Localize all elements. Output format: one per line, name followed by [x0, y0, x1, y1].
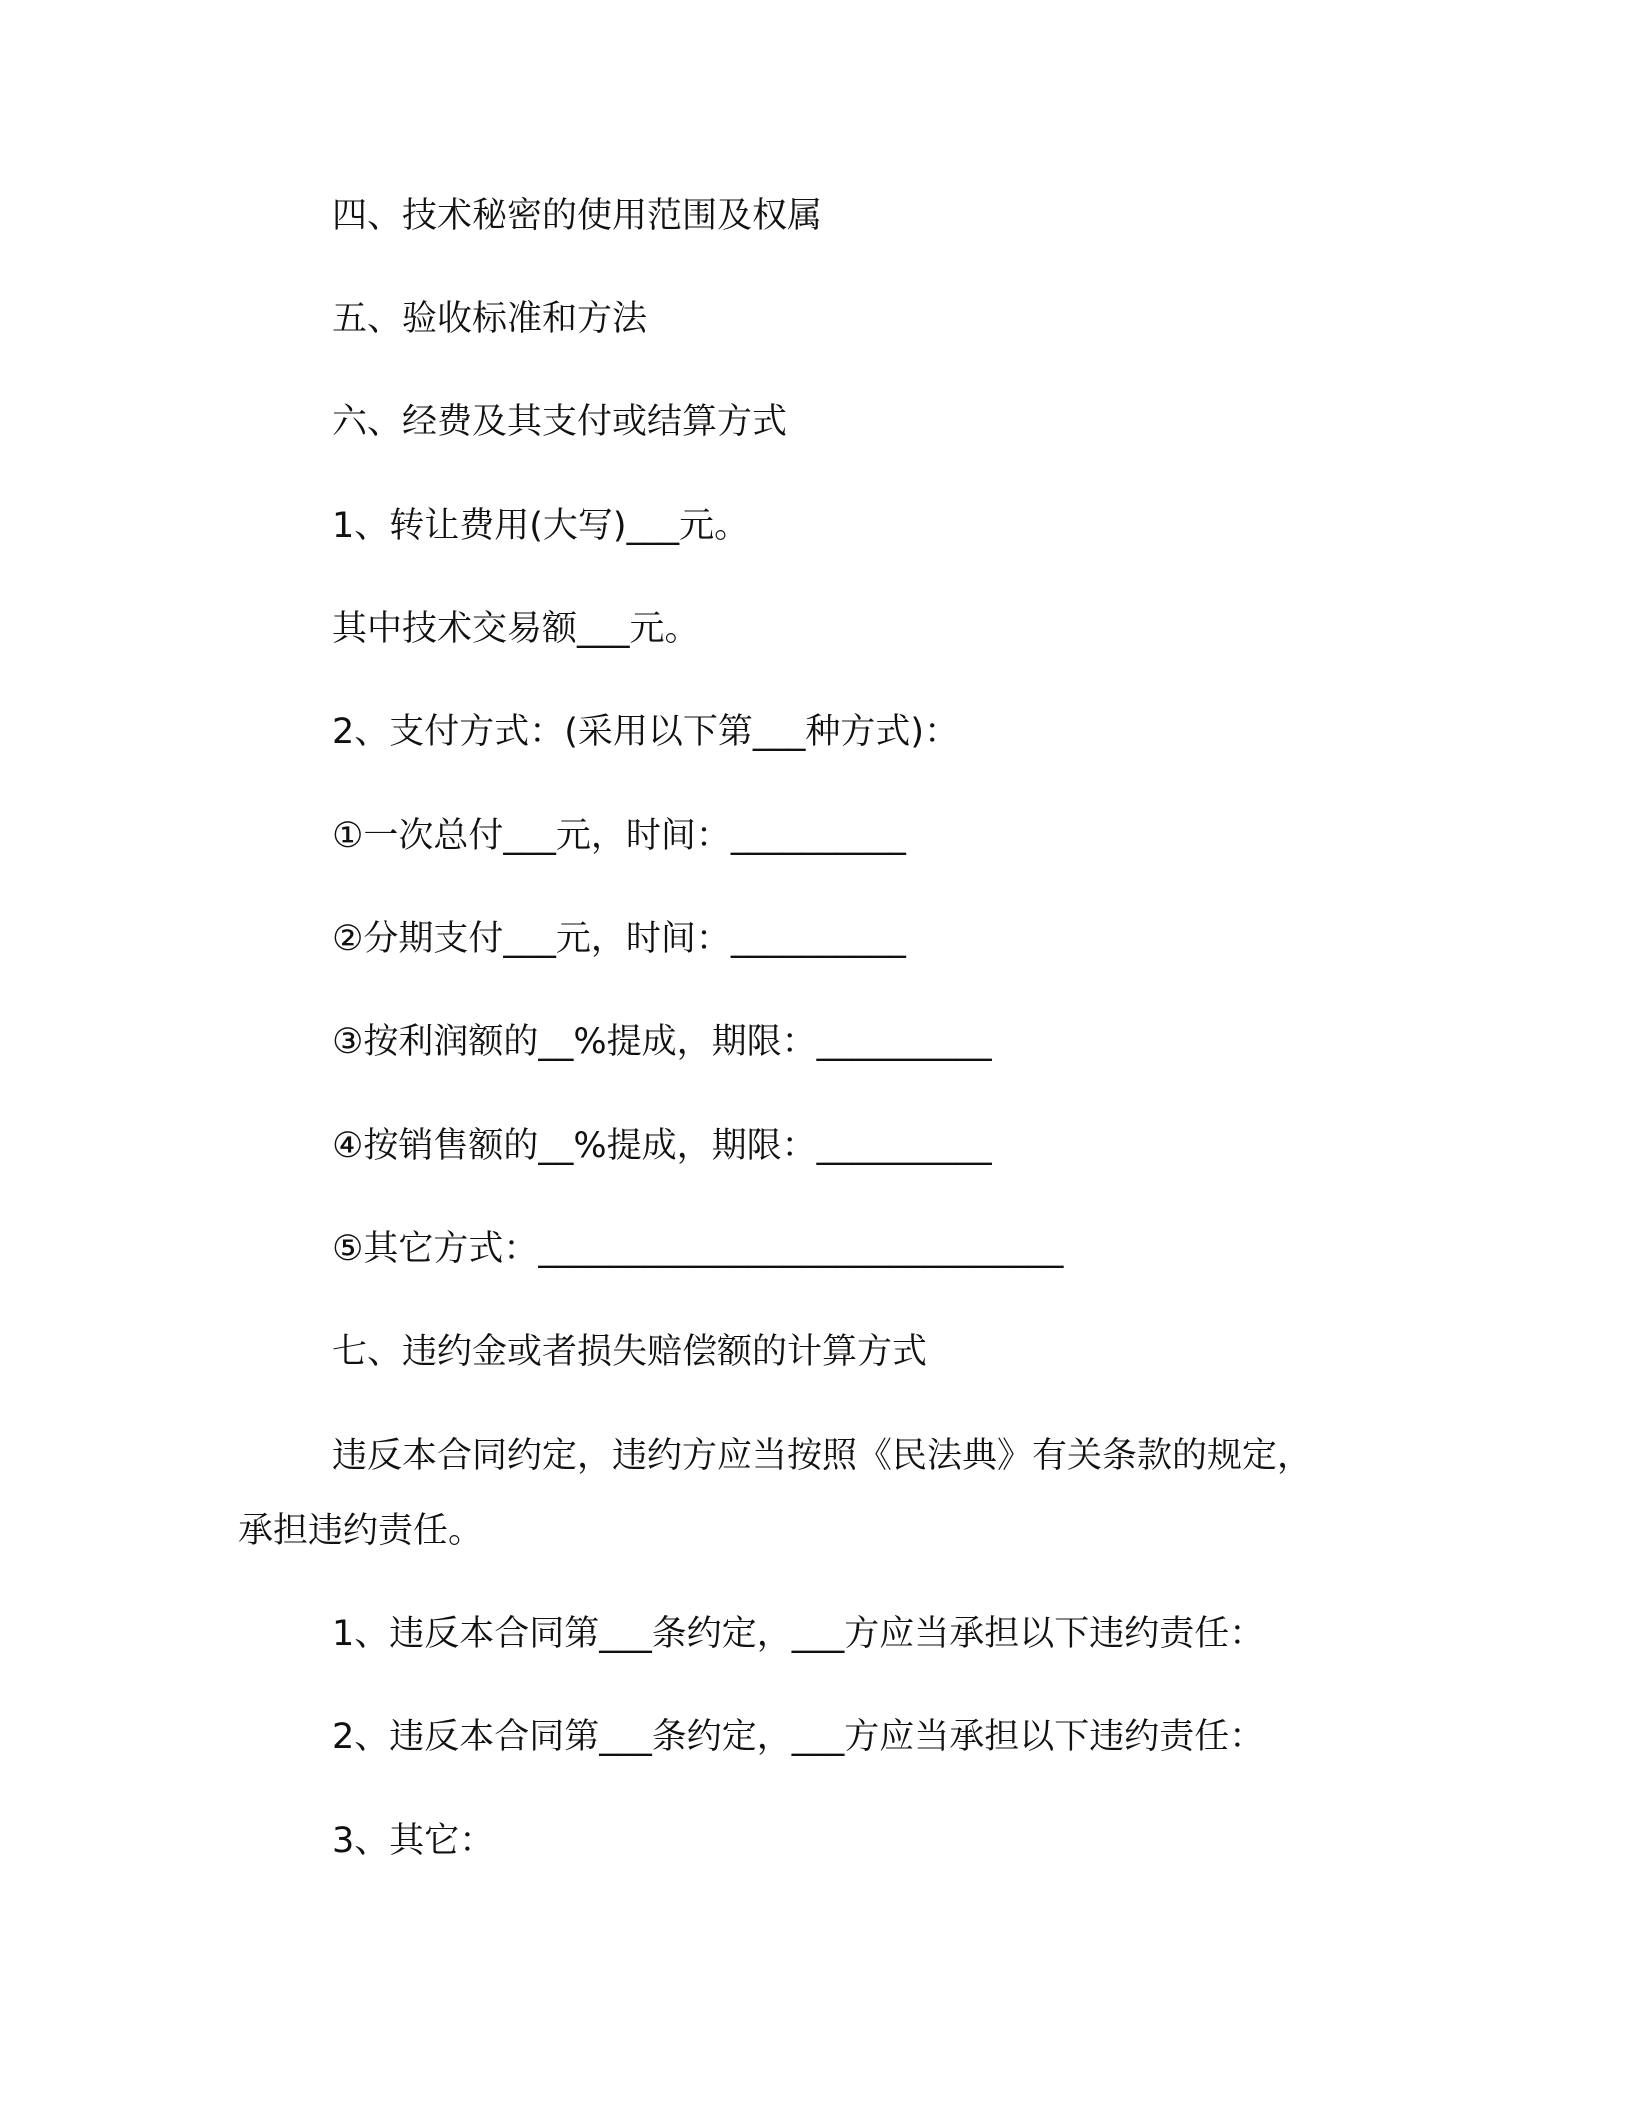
section-heading-acceptance-standard: 五、验收标准和方法	[332, 299, 648, 339]
clause-breach-1: 1、违反本合同第___条约定，___方应当承担以下违约责任：	[332, 1614, 1265, 1654]
payment-option-lump-sum: ①一次总付___元，时间：__________	[332, 816, 906, 856]
clause-breach-2: 2、违反本合同第___条约定，___方应当承担以下违约责任：	[332, 1717, 1265, 1757]
section-heading-fees-payment: 六、经费及其支付或结算方式	[332, 402, 788, 442]
payment-option-other: ⑤其它方式：______________________________	[332, 1229, 1064, 1269]
paragraph-breach-liability: 违反本合同约定，违约方应当按照《民法典》有关条款的规定，	[332, 1436, 1313, 1476]
clause-transfer-fee: 1、转让费用(大写)___元。	[332, 506, 750, 546]
payment-option-profit-share: ③按利润额的__%提成，期限：__________	[332, 1022, 992, 1062]
payment-option-sales-share: ④按销售额的__%提成，期限：__________	[332, 1126, 992, 1166]
section-heading-damages: 七、违约金或者损失赔偿额的计算方式	[332, 1332, 928, 1372]
section-heading-tech-secret-scope: 四、技术秘密的使用范围及权属	[332, 196, 823, 236]
payment-option-installments: ②分期支付___元，时间：__________	[332, 919, 906, 959]
paragraph-breach-liability-continued: 承担违约责任。	[238, 1511, 484, 1551]
clause-payment-method: 2、支付方式：(采用以下第___种方式)：	[332, 712, 960, 752]
clause-tech-transaction-amount: 其中技术交易额___元。	[332, 609, 700, 649]
clause-other: 3、其它：	[332, 1821, 495, 1861]
